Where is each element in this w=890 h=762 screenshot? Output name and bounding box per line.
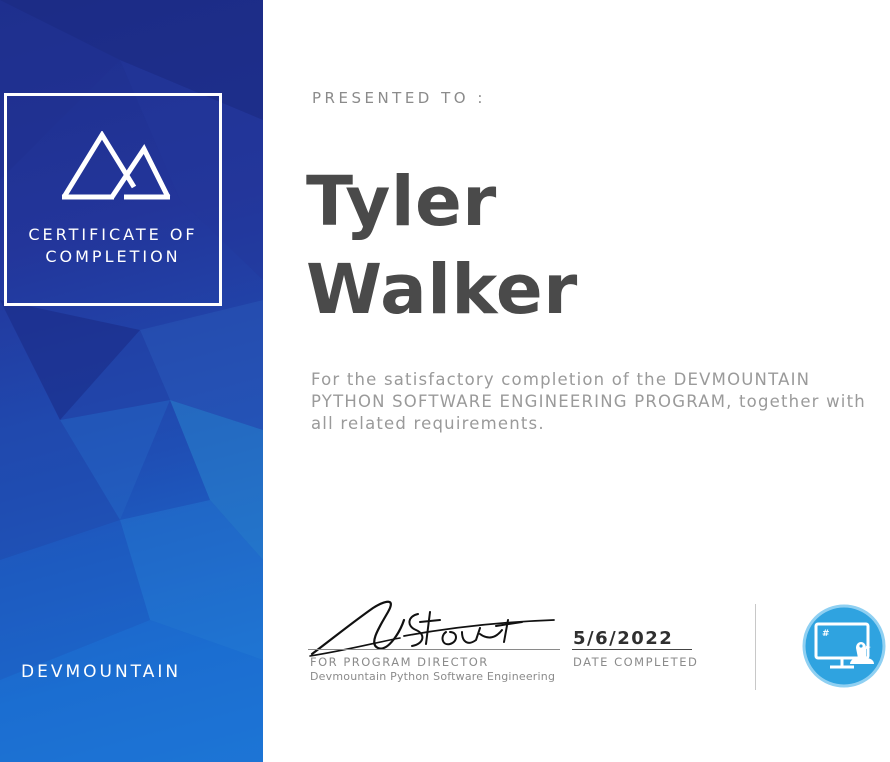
recipient-name [306,158,578,334]
signature-line [308,649,560,650]
date-completed-label: DATE COMPLETED [573,655,699,669]
python-computer-badge-icon [800,602,888,690]
badge-screen-glyph: # [822,629,830,639]
handwritten-signature [308,592,558,662]
certificate-title-box [4,93,222,306]
completion-description: For the satisfactory completion of the DEVMOUNTAIN PYTHON SOFTWARE ENGINEERING PROGRAM, together with all related requirements. [311,370,866,433]
recipient-first-name: Tyler [306,162,497,242]
date-underline [572,649,692,650]
brand-name: DEVMOUNTAIN [21,662,182,682]
left-panel [0,0,263,762]
certificate-title-line-1: CERTIFICATE OF [28,225,198,244]
recipient-last-name: Walker [306,250,578,330]
presented-to-label: PRESENTED TO : [312,89,486,107]
signature-title: FOR PROGRAM DIRECTOR [310,655,489,669]
signature-subtitle: Devmountain Python Software Engineering [310,670,556,683]
certificate-title-line-2: COMPLETION [45,247,181,266]
mountain-peaks-icon [60,131,172,203]
completion-date: 5/6/2022 [573,628,674,649]
vertical-divider [755,604,756,690]
